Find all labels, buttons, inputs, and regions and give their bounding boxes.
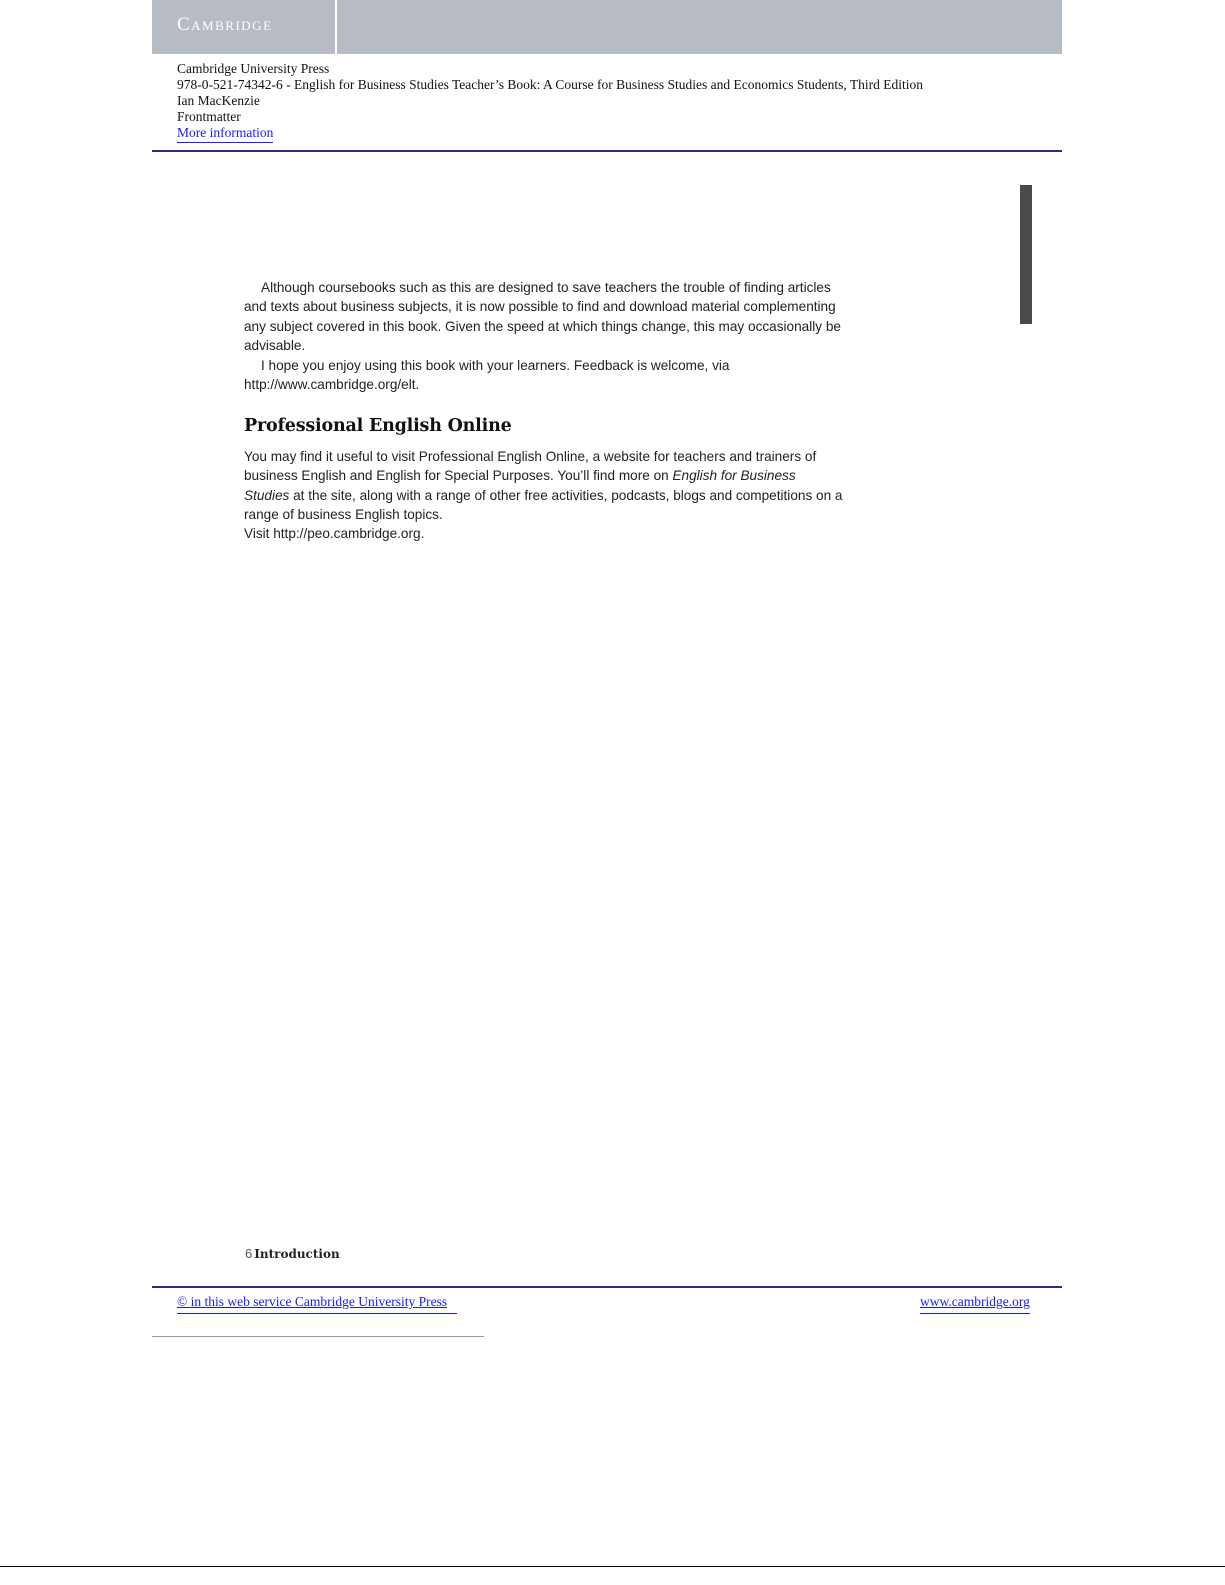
page-edge-line <box>0 1566 1225 1567</box>
body-paragraph: Although coursebooks such as this are designed to save teachers the trouble of finding articles and texts about business subjects, it is now possible to find and download material complementing any subject covered in this book. Given the speed at which things change, this may occasionally be advisable. <box>244 280 841 354</box>
banner-divider <box>335 0 337 54</box>
cambridge-website-link[interactable]: www.cambridge.org <box>920 1294 1030 1314</box>
running-section-title: Introduction <box>254 1247 340 1261</box>
cambridge-logo: Cambridge <box>177 14 273 35</box>
footer-rule <box>152 1286 1062 1288</box>
body-paragraph: Visit http://peo.cambridge.org. <box>244 526 425 542</box>
publisher-name: Cambridge University Press <box>177 61 330 76</box>
body-paragraph: I hope you enjoy using this book with your learners. Feedback is welcome, via http://www.cambridge.org/elt. <box>244 357 730 393</box>
more-information-link[interactable]: More information <box>177 125 273 143</box>
page-bottom-rule <box>152 1336 484 1337</box>
isbn-title: 978-0-521-74342-6 - English for Business Studies Teacher’s Book: A Course for Business Studies and Economics Students, Third Edition <box>177 77 924 92</box>
section-name: Frontmatter <box>177 109 241 124</box>
page-number: 6 <box>245 1246 253 1261</box>
paragraph-text: at the site, along with a range of other free activities, podcasts, blogs and competitions on a range of business English topics. <box>244 487 843 523</box>
page-content <box>244 278 844 544</box>
copyright-link[interactable]: © in this web service Cambridge University Press <box>177 1294 457 1314</box>
book-metadata <box>177 61 923 141</box>
paragraph-text: You may find it useful to visit Professional English Online, a website for teachers and trainers of business English and English for Special Purposes. You’ll find more on <box>244 448 817 484</box>
chapter-thumb-tab <box>1020 185 1032 324</box>
section-heading: Professional English Online <box>244 416 512 437</box>
header-rule <box>152 150 1062 152</box>
author-name: Ian MacKenzie <box>177 93 260 108</box>
header-banner <box>152 0 1062 54</box>
book-title-italic: English for Business Studies <box>244 468 796 503</box>
page-footer <box>245 1246 340 1261</box>
body-paragraph <box>244 447 844 525</box>
